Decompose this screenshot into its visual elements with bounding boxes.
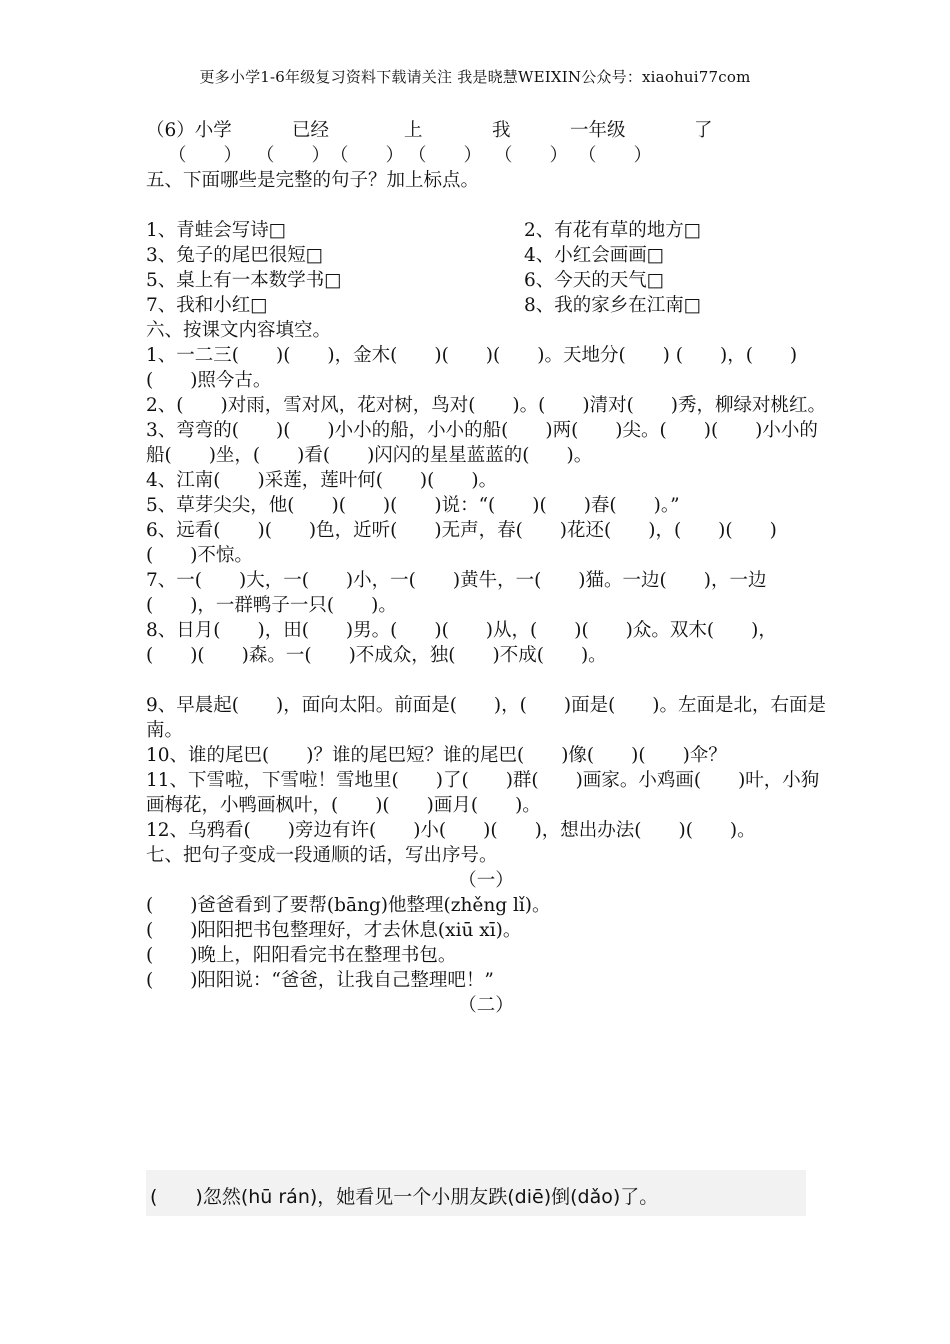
sec6-item: 2、( )对雨，雪对风，花对树，鸟对( )。( )清对( )秀，柳绿对桃红。 (146, 395, 827, 416)
section-7-part-1-label: （一） (458, 870, 514, 891)
section-7-part-2-label: （二） (458, 995, 514, 1016)
sec6-item: 4、江南( )采莲，莲叶何( )( )。 (146, 470, 498, 491)
sec6-item: 10、谁的尾巴( )？谁的尾巴短？谁的尾巴( )像( )( )伞？ (146, 745, 727, 766)
sec5-item: 8、我的家乡在江南□ (524, 295, 702, 316)
answer-blank: （ ） (256, 145, 331, 166)
sec5-item: 4、小红会画画□ (524, 245, 665, 266)
sec5-item: 2、有花有草的地方□ (524, 220, 702, 241)
q6-word-row (146, 118, 826, 143)
q6-paren-row (146, 143, 826, 168)
q6-word: 已经 (292, 120, 330, 141)
sec7-item: ( )阳阳说：“爸爸，让我自己整理吧！” (146, 970, 494, 991)
sec5-row (146, 268, 826, 293)
sec7-item: ( )阳阳把书包整理好，才去休息(xiū xī)。 (146, 920, 522, 941)
sec6-item: 8、日月( )，田( )男。( )( )从，( )( )众。双木( )，( )( )森。一( )不成众，独( )不成( )。 (146, 620, 777, 666)
sec6-item: 12、乌鸦看( )旁边有许( )小( )( )，想出办法( )( )。 (146, 820, 756, 841)
sec5-item: 7、我和小红□ (146, 295, 268, 316)
worksheet (146, 118, 826, 1018)
q6-word: 了 (694, 120, 713, 141)
sec5-item: 3、兔子的尾巴很短□ (146, 245, 324, 266)
answer-blank: （ ） (408, 145, 483, 166)
section-5-title: 五、下面哪些是完整的句子？加上标点。 (146, 170, 480, 191)
sec6-item: 6、远看( )( )色，近听( )无声，春( )花还( )，( )( )( )不惊。 (146, 520, 777, 566)
section-7-title: 七、把句子变成一段通顺的话，写出序号。 (146, 845, 498, 866)
answer-blank: （ ） (168, 145, 243, 166)
q6-word: 上 (404, 120, 423, 141)
q6-word: 一年级 (570, 120, 626, 141)
answer-blank: （ ） (330, 145, 405, 166)
section-6-title: 六、按课文内容填空。 (146, 320, 332, 341)
sec5-row (146, 243, 826, 268)
sec6-item: 5、草芽尖尖，他( )( )( )说：“( )( )春( )。” (146, 495, 680, 516)
sec7-part2-item: ( )忽然(hū rán)，她看见一个小朋友跌(diē)倒(dǎo)了。 (150, 1186, 659, 1208)
sec5-item: 1、青蛙会写诗□ (146, 220, 287, 241)
sec7-item: ( )爸爸看到了要帮(bāng)他整理(zhěng lǐ)。 (146, 895, 551, 916)
sec5-row (146, 293, 826, 318)
sec6-item: 11、下雪啦，下雪啦！雪地里( )了( )群( )画家。小鸡画( )叶，小狗画梅花，小鸭画枫叶，( )( )画月( )。 (146, 770, 820, 816)
sec6-item: 1、一二三( )( )，金木( )( )( )。天地分( ) ( )，( )( )照今古。 (146, 345, 798, 391)
q6-word: 我 (492, 120, 511, 141)
sec6-item: 7、一( )大，一( )小，一( )黄牛，一( )猫。一边( )，一边( )，一群鸭子一只( )。 (146, 570, 767, 616)
sec5-item: 5、桌上有一本数学书□ (146, 270, 342, 291)
answer-blank: （ ） (494, 145, 569, 166)
sec5-row (146, 218, 826, 243)
sec6-item: 9、早晨起( )，面向太阳。前面是( )，( )面是( )。左面是北，右面是南。 (146, 695, 827, 741)
sec5-item: 6、今天的天气□ (524, 270, 665, 291)
answer-blank: （ ） (578, 145, 653, 166)
sec7-item: ( )晚上，阳阳看完书在整理书包。 (146, 945, 457, 966)
q6-word: （6）小学 (146, 120, 232, 141)
sec6-item: 3、弯弯的( )( )小小的船，小小的船( )两( )尖。( )( )小小的船( )坐，( )看( )闪闪的星星蓝蓝的( )。 (146, 420, 818, 466)
page-header: 更多小学1-6年级复习资料下载请关注 我是晓慧WEIXIN公众号：xiaohui77com (199, 68, 751, 86)
